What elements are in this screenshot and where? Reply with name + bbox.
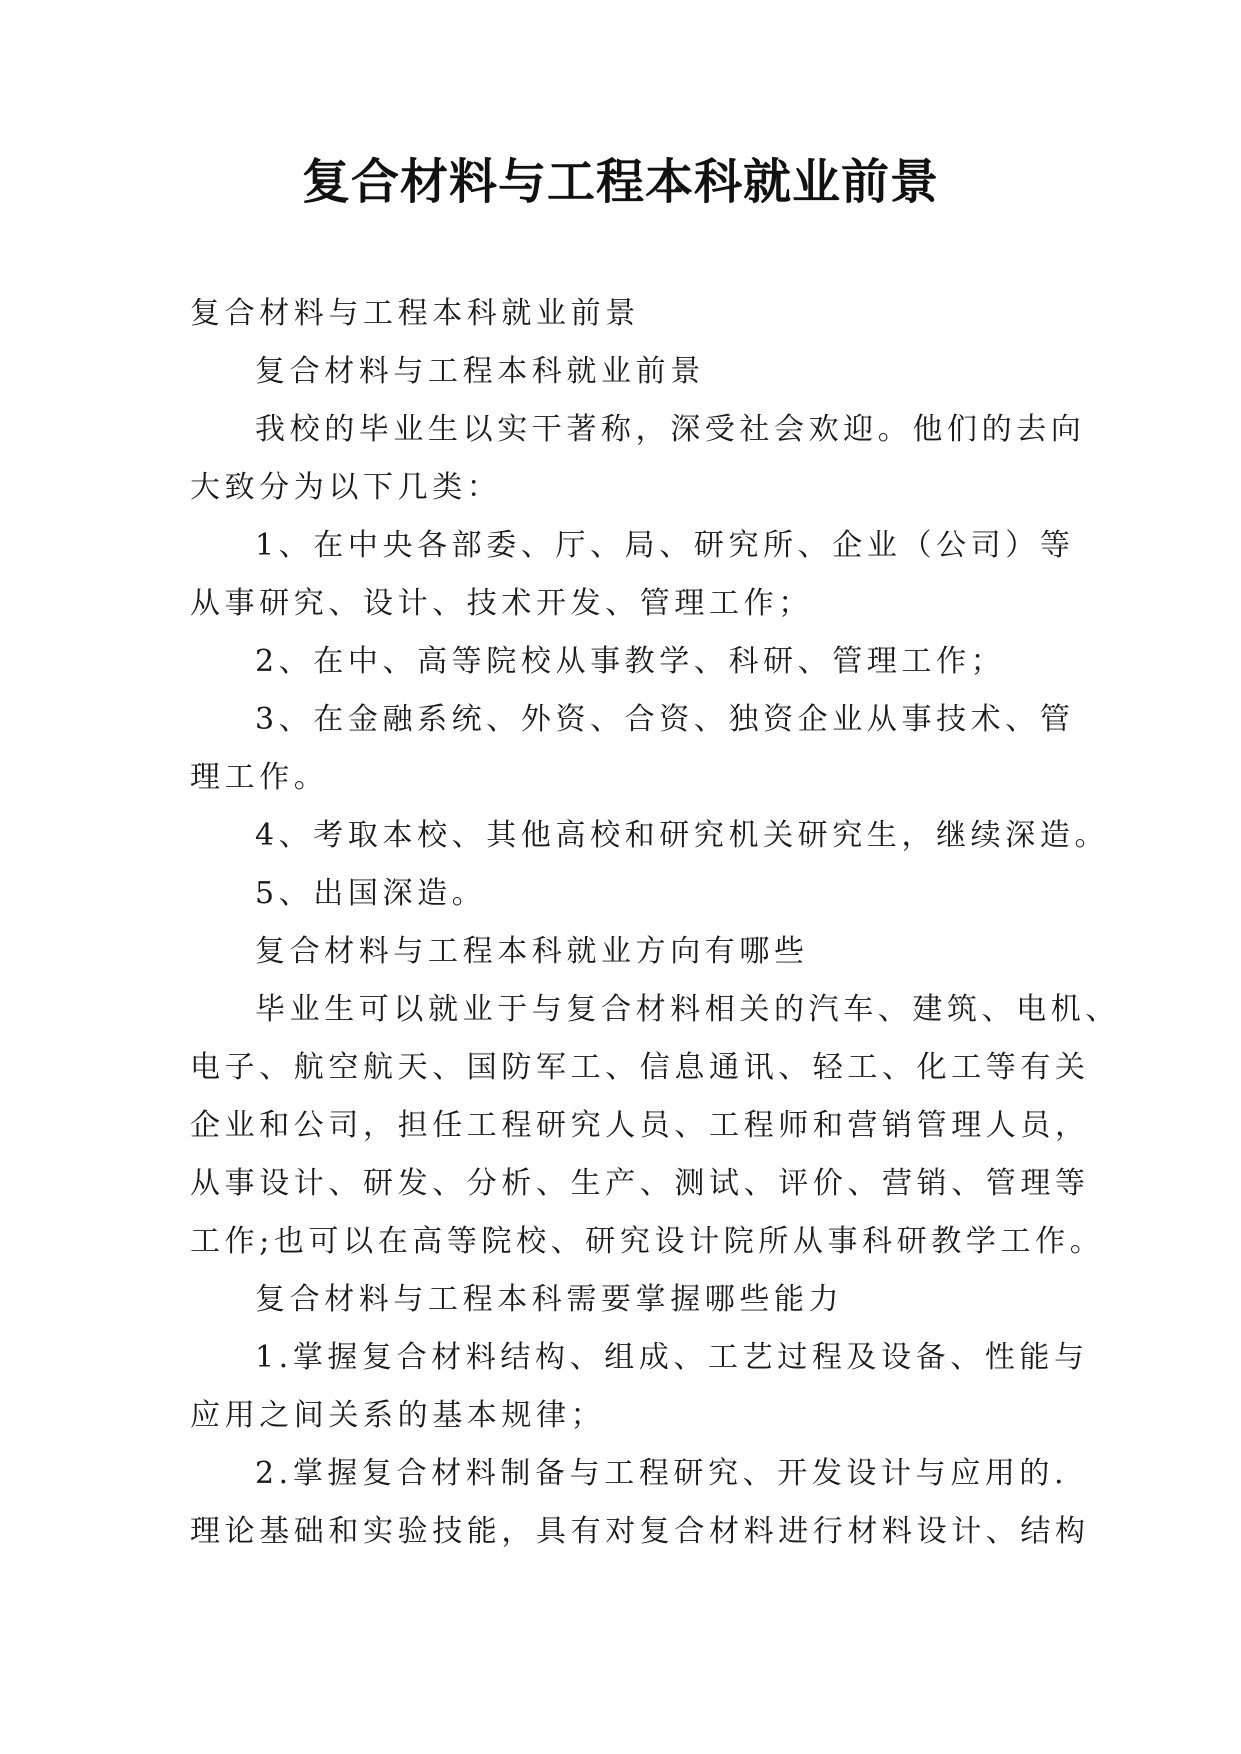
text-line: 电子、航空航天、国防军工、信息通讯、轻工、化工等有关 bbox=[190, 1050, 1090, 1085]
text-line: 企业和公司，担任工程研究人员、工程师和营销管理人员， bbox=[190, 1108, 1090, 1143]
text-line: 5、出国深造。 bbox=[255, 876, 487, 911]
text-line: 复合材料与工程本科需要掌握哪些能力 bbox=[255, 1282, 844, 1317]
text-line: 复合材料与工程本科就业方向有哪些 bbox=[255, 934, 809, 969]
document-title: 复合材料与工程本科就业前景 bbox=[301, 154, 939, 210]
text-line: 复合材料与工程本科就业前景 bbox=[190, 296, 640, 331]
document-body bbox=[190, 285, 1120, 1561]
text-line: 复合材料与工程本科就业前景 bbox=[255, 354, 705, 389]
text-line: 毕业生可以就业于与复合材料相关的汽车、建筑、电机、 bbox=[255, 992, 1120, 1027]
text-line: 1、在中央各部委、厅、局、研究所、企业（公司）等 bbox=[255, 528, 1075, 563]
text-line: 从事研究、设计、技术开发、管理工作； bbox=[190, 586, 813, 621]
text-line: 2、在中、高等院校从事教学、科研、管理工作； bbox=[255, 644, 1006, 679]
text-line: 理论基础和实验技能，具有对复合材料进行材料设计、结构 bbox=[190, 1514, 1090, 1549]
text-line: 1.掌握复合材料结构、组成、工艺过程及设备、性能与 bbox=[255, 1340, 1089, 1375]
text-line: 大致分为以下几类： bbox=[190, 470, 502, 505]
text-line: 理工作。 bbox=[190, 760, 329, 795]
text-line: 从事设计、研发、分析、生产、测试、评价、营销、管理等 bbox=[190, 1166, 1090, 1201]
text-line: 我校的毕业生以实干著称，深受社会欢迎。他们的去向 bbox=[255, 412, 1086, 447]
text-line: 4、考取本校、其他高校和研究机关研究生，继续深造。 bbox=[255, 818, 1110, 853]
text-line: 2.掌握复合材料制备与工程研究、开发设计与应用的. bbox=[255, 1456, 1069, 1491]
text-line: 应用之间关系的基本规律； bbox=[190, 1398, 606, 1433]
text-line: 3、在金融系统、外资、合资、独资企业从事技术、管 bbox=[255, 702, 1075, 737]
text-line: 工作;也可以在高等院校、研究设计院所从事科研教学工作。 bbox=[190, 1224, 1105, 1259]
